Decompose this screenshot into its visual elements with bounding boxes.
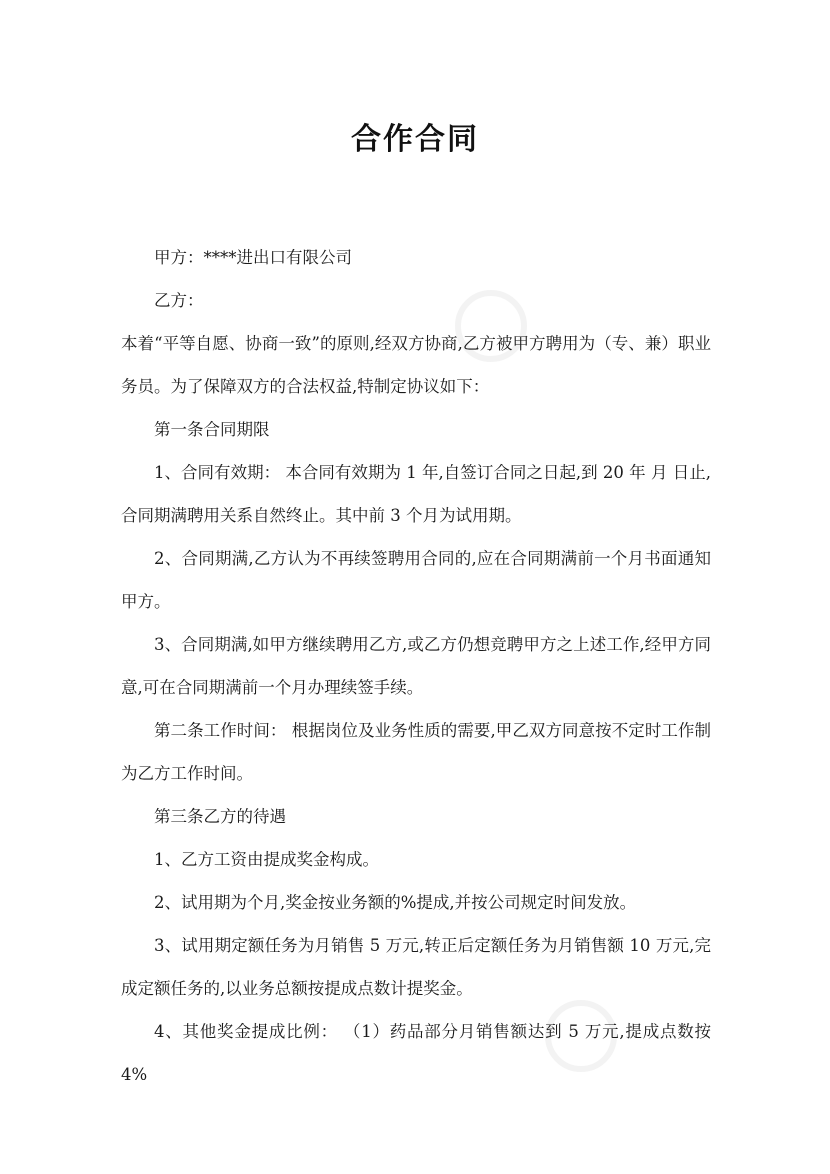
article-3-clause-2: 2、试用期为个月,奖金按业务额的%提成,并按公司规定时间发放。 [154, 893, 637, 912]
article-3-clause-4: 4、其他奖金提成比例： （1）药品部分月销售额达到 5 万元,提成点数按 4% [121, 1022, 711, 1084]
preamble: 本着“平等自愿、协商一致”的原则,经双方协商,乙方被甲方聘用为（专、兼）职业务员。为了保障双方的合法权益,特制定协议如下： [121, 334, 711, 396]
article-2: 第二条工作时间： 根据岗位及业务性质的需要,甲乙双方同意按不定时工作制为乙方工作时间。 [121, 721, 711, 783]
article-3-clause-1: 1、乙方工资由提成奖金构成。 [154, 850, 379, 869]
document-title: 合作合同 [351, 122, 479, 157]
article-1-heading: 第一条合同期限 [154, 420, 270, 439]
article-1-clause-1: 1、合同有效期： 本合同有效期为 1 年,自签订合同之日起,到 20 年 月 日止,合同期满聘用关系自然终止。其中前 3 个月为试用期。 [121, 463, 711, 525]
article-3-heading: 第三条乙方的待遇 [154, 807, 286, 826]
article-1-clause-3: 3、合同期满,如甲方继续聘用乙方,或乙方仍想竞聘甲方之上述工作,经甲方同意,可在合同期满前一个月办理续签手续。 [121, 635, 711, 697]
document-body [121, 236, 711, 1096]
article-1-clause-2: 2、合同期满,乙方认为不再续签聘用合同的,应在合同期满前一个月书面通知甲方。 [121, 549, 711, 611]
article-3-clause-3: 3、试用期定额任务为月销售 5 万元,转正后定额任务为月销售额 10 万元,完成定额任务的,以业务总额按提成点数计提奖金。 [121, 936, 711, 998]
party-b: 乙方： [154, 291, 204, 310]
party-a: 甲方：****进出口有限公司 [154, 248, 352, 267]
